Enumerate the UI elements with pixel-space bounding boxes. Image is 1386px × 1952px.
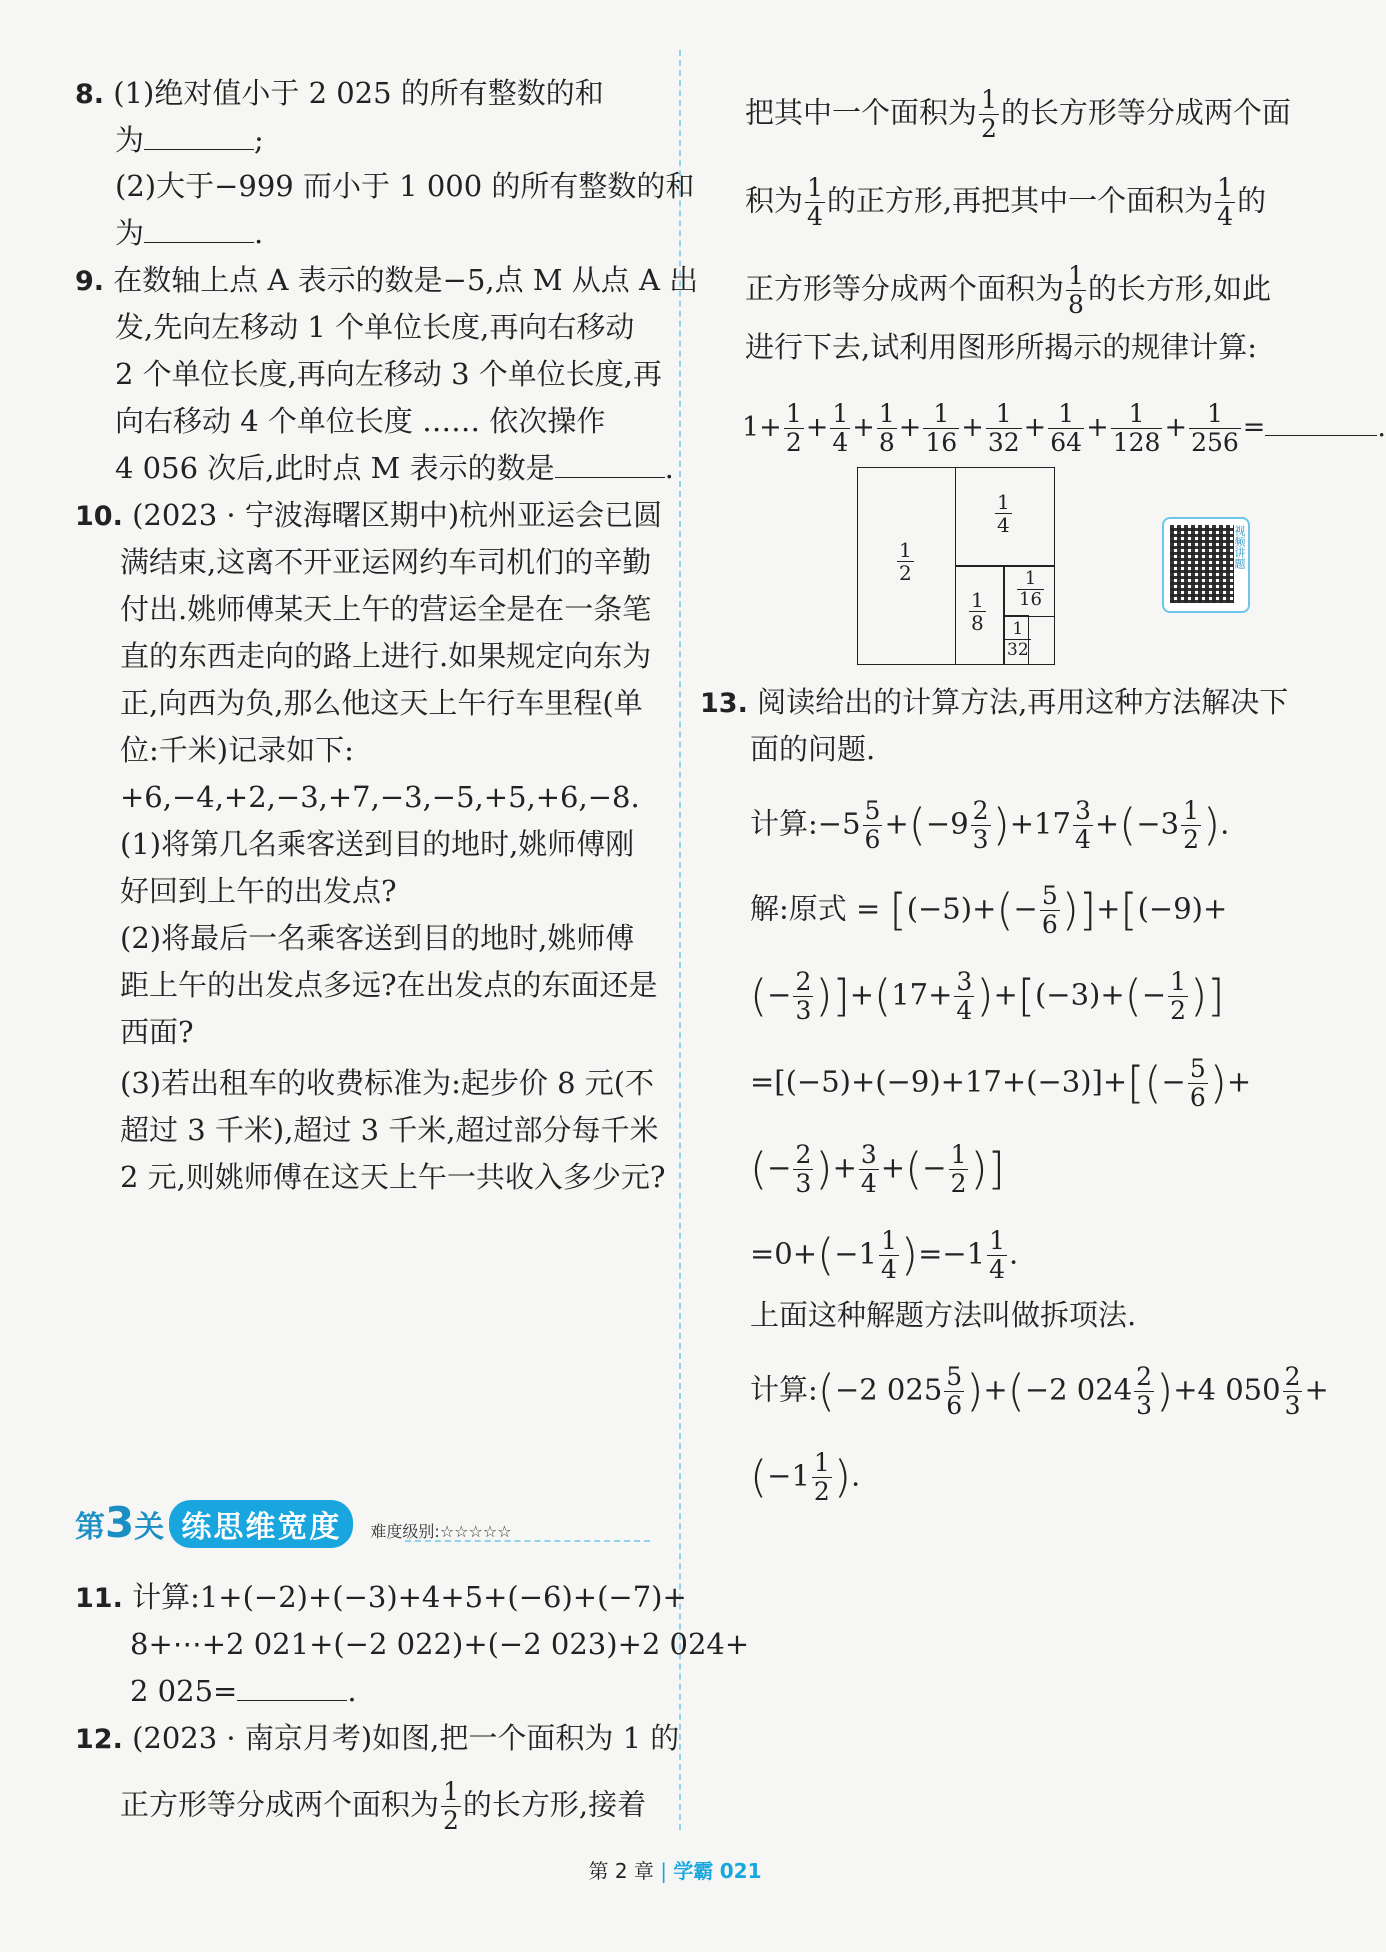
qr-caption: 视频讲题 [1233, 525, 1246, 569]
q10-line3: 付出.姚师傅某天上午的营运全是在一条笔 [120, 592, 652, 626]
label-eighth: $\frac{1}{8}$ [971, 588, 984, 635]
q10-line1: 10. (2023 · 宁波海曙区期中)杭州亚运会已圆 [75, 498, 663, 532]
page-footer: 第 2 章 | 学霸 021 [588, 1859, 762, 1883]
section-title: 练思维宽度 [169, 1500, 353, 1548]
q9-line3: 2 个单位长度,再向左移动 3 个单位长度,再 [115, 357, 662, 391]
square-partition-figure [857, 467, 1055, 665]
q11-line1: 11. 计算:1+(−2)+(−3)+4+5+(−6)+(−7)+ [75, 1580, 687, 1614]
section-header: 第3关 练思维宽度 难度级别:☆☆☆☆☆ [75, 1498, 512, 1547]
q10-line9: 好回到上午的出发点? [120, 874, 397, 908]
q13-calc: 计算:−5 $\frac{5}{6}$ +(−9 $\frac{2}{3}$ )+17 $\frac{3}{4}$ +(−3 $\frac{1}{2}$ ). [750, 796, 1230, 854]
q8-line4: 为 . [115, 216, 264, 250]
q9-line5: 4 056 次后,此时点 M 表示的数是 . [115, 451, 674, 485]
q13-solution-5: =0+(−1 $\frac{1}{4}$ )=−1 $\frac{1}{4}$ . [750, 1226, 1019, 1284]
q10-line14: 超过 3 千米),超过 3 千米,超过部分每千米 [120, 1113, 659, 1147]
label-quarter: $\frac{1}{4}$ [997, 490, 1010, 537]
q10-line10: (2)将最后一名乘客送到目的地时,姚师傅 [120, 921, 635, 955]
video-qr-code[interactable] [1162, 517, 1250, 613]
column-divider [679, 50, 681, 1830]
page-number: 021 [719, 1859, 762, 1883]
q10-line13: (3)若出租车的收费标准为:起步价 8 元(不 [120, 1066, 655, 1100]
q13-line-method: 上面这种解题方法叫做拆项法. [750, 1298, 1137, 1332]
chapter-label: 第 2 章 [588, 1859, 654, 1883]
q12-line5: 正方形等分成两个面积为 $\frac{1}{8}$ 的长方形,如此 [745, 261, 1272, 319]
q12-line2: 正方形等分成两个面积为 $\frac{1}{2}$ 的长方形,接着 [120, 1777, 647, 1835]
brand-label: 学霸 [673, 1859, 714, 1883]
answer-blank[interactable] [555, 451, 665, 478]
q10-line6: 位:千米)记录如下: [120, 733, 354, 767]
q8-line1: 8. (1)绝对值小于 2 025 的所有整数的和 [75, 76, 604, 110]
answer-blank[interactable] [1265, 409, 1377, 436]
q12-line3: 把其中一个面积为 $\frac{1}{2}$ 的长方形等分成两个面 [745, 85, 1291, 143]
q9-line1: 9. 在数轴上点 A 表示的数是−5,点 M 从点 A 出 [75, 263, 699, 297]
qr-code-icon [1170, 525, 1234, 603]
q13-line1: 13. 阅读给出的计算方法,再用这种方法解决下 [700, 685, 1289, 719]
q10-line5: 正,向西为负,那么他这天上午行车里程(单 [120, 686, 643, 720]
q13-solution-2: (− $\frac{2}{3}$ )]+(17+ $\frac{3}{4}$ )+[(−3)+(− $\frac{1}{2}$ )] [750, 967, 1225, 1025]
q10-line2: 满结束,这离不开亚运网约车司机们的辛勤 [120, 545, 652, 579]
q8-line2: 为 ; [115, 123, 264, 157]
q12-line1: 12. (2023 · 南京月考)如图,把一个面积为 1 的 [75, 1721, 680, 1755]
q11-line3: 2 025= . [130, 1674, 357, 1708]
answer-blank[interactable] [237, 1674, 347, 1701]
q13-line2: 面的问题. [750, 732, 876, 766]
answer-blank[interactable] [144, 216, 254, 243]
q13-exercise-2: (−1 $\frac{1}{2}$ ). [750, 1448, 861, 1506]
answer-blank[interactable] [144, 123, 254, 150]
q10-line4: 直的东西走向的路上进行.如果规定向东为 [120, 639, 652, 673]
q10-line11: 距上午的出发点多远?在出发点的东面还是 [120, 968, 658, 1002]
q10-line7: +6,−4,+2,−3,+7,−3,−5,+5,+6,−8. [120, 780, 640, 814]
q11-line2: 8+⋯+2 021+(−2 022)+(−2 023)+2 024+ [130, 1627, 750, 1661]
q12-sum: 1+ $\frac{1}{2}$ + $\frac{1}{4}$ + $\frac{1}{8}$ + $\frac{1}{16}$ + $\frac{1}{32}$ + $\frac{1}{64}$ + $\frac{1}{128}$ + $\frac{1}{256}$ = . [742, 399, 1386, 457]
q12-line4: 积为 $\frac{1}{4}$ 的正方形,再把其中一个面积为 $\frac{1}{4}$ 的 [745, 173, 1267, 231]
q13-solution-1: 解:原式 = [(−5)+(− $\frac{5}{6}$ )]+[(−9)+ [750, 881, 1228, 939]
q8-line3: (2)大于−999 而小于 1 000 的所有整数的和 [115, 169, 695, 203]
label-half: $\frac{1}{2}$ [899, 538, 912, 585]
label-thirty-second: $\frac{1}{32}$ [1007, 619, 1029, 660]
q10-line15: 2 元,则姚师傅在这天上午一共收入多少元? [120, 1160, 666, 1194]
q9-line4: 向右移动 4 个单位长度 …… 依次操作 [115, 404, 606, 438]
difficulty-label: 难度级别:☆☆☆☆☆ [370, 1522, 512, 1541]
label-sixteenth: $\frac{1}{16}$ [1019, 568, 1042, 610]
q10-line8: (1)将第几名乘客送到目的地时,姚师傅刚 [120, 827, 635, 861]
q12-line6: 进行下去,试利用图形所揭示的规律计算: [745, 330, 1257, 364]
q9-line2: 发,先向左移动 1 个单位长度,再向右移动 [115, 310, 635, 344]
q10-line12: 西面? [120, 1015, 194, 1049]
q13-exercise-1: 计算:(−2 025 $\frac{5}{6}$ )+(−2 024 $\frac{2}{3}$ )+4 050 $\frac{2}{3}$ + [750, 1362, 1329, 1420]
q13-solution-3: =[(−5)+(−9)+17+(−3)]+[(− $\frac{5}{6}$ )+ [750, 1054, 1252, 1112]
q13-solution-4: (− $\frac{2}{3}$ )+ $\frac{3}{4}$ +(− $\frac{1}{2}$ )] [750, 1140, 1005, 1198]
header-rule [405, 1540, 650, 1542]
